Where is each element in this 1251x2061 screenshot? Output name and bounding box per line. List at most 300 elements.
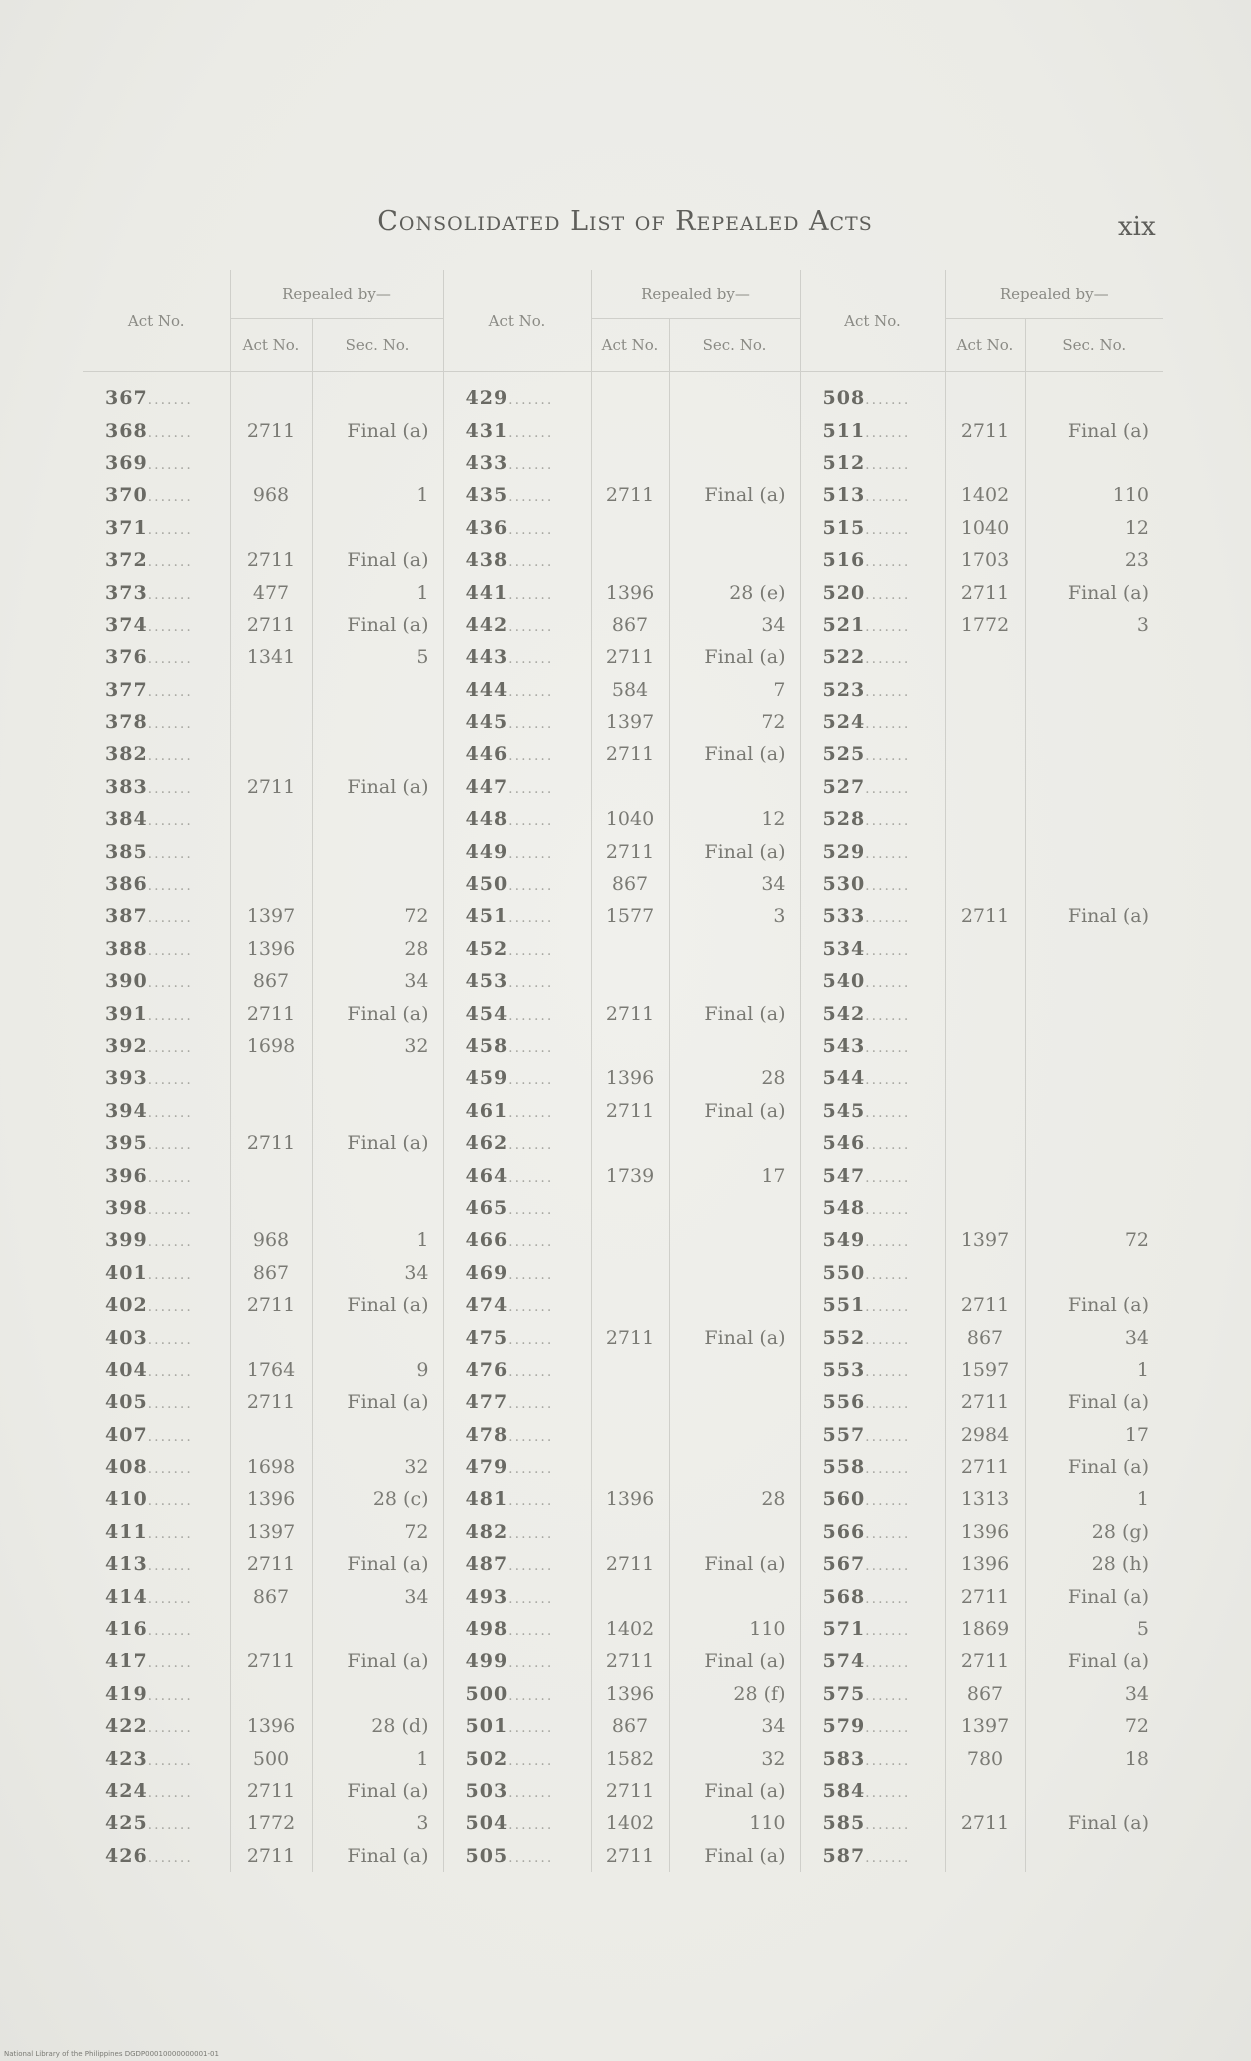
repealing-act-number: 968: [230, 479, 312, 511]
act-number: [443, 414, 591, 446]
leader-dots: .......: [508, 586, 554, 603]
header-act-no-1: Act No.: [83, 270, 230, 372]
act-number: [800, 771, 945, 803]
leader-dots: .......: [508, 1169, 554, 1186]
act-number-text: 549: [822, 1229, 866, 1252]
repealing-act-number: [230, 512, 312, 544]
act-number-text: 461: [465, 1099, 509, 1122]
act-number: [800, 414, 945, 446]
act-number-text: 433: [465, 451, 509, 474]
act-number: [83, 997, 230, 1029]
act-number-text: 466: [465, 1229, 509, 1252]
repealing-act-number: 867: [230, 1257, 312, 1289]
act-number: [800, 1645, 945, 1677]
act-number-text: 478: [465, 1423, 509, 1446]
act-number: [443, 835, 591, 867]
table-row: [83, 1580, 1163, 1612]
act-number-text: 423: [105, 1747, 148, 1770]
section-number: [669, 512, 800, 544]
table-row: [83, 372, 1163, 415]
act-number: [800, 674, 945, 706]
repealing-act-number: 867: [591, 1710, 669, 1742]
table-row: [83, 997, 1163, 1029]
act-number: [800, 1386, 945, 1418]
repealing-act-number: [945, 1257, 1025, 1289]
act-number: [800, 1451, 945, 1483]
section-number: Final (a): [1067, 1812, 1149, 1835]
leader-dots: .......: [865, 1493, 911, 1510]
act-number-text: 547: [822, 1164, 866, 1187]
section-number: [312, 674, 443, 706]
section-number: [1025, 771, 1163, 803]
repealing-act-number: [591, 1354, 669, 1386]
act-number-text: 390: [105, 970, 148, 993]
repealing-act-number: [945, 1775, 1025, 1807]
leader-dots: .......: [865, 1525, 911, 1542]
act-number-text: 542: [822, 1002, 866, 1025]
act-number: [800, 372, 945, 415]
repealing-act-number: [945, 447, 1025, 479]
act-number: [83, 1613, 230, 1645]
act-number-text: 368: [105, 419, 148, 442]
section-number: [1025, 372, 1163, 415]
leader-dots: .......: [865, 1849, 911, 1866]
act-number-text: 516: [822, 549, 866, 572]
repealing-act-number: 1582: [591, 1742, 669, 1774]
repealing-act-number: [945, 997, 1025, 1029]
act-number: [443, 997, 591, 1029]
repealing-act-number: 867: [591, 868, 669, 900]
leader-dots: .......: [508, 651, 554, 668]
act-number-text: 502: [465, 1747, 509, 1770]
section-number: [312, 738, 443, 770]
act-number: [443, 1548, 591, 1580]
section-number: 1: [312, 576, 443, 608]
act-number: [83, 706, 230, 738]
section-number: 34: [312, 965, 443, 997]
repealing-act-number: 2711: [591, 1548, 669, 1580]
repealing-act-number: [591, 1127, 669, 1159]
act-number-text: 571: [822, 1618, 866, 1641]
act-number: [443, 479, 591, 511]
act-number: [800, 933, 945, 965]
leader-dots: .......: [147, 1007, 193, 1024]
act-number-text: 438: [465, 549, 509, 572]
act-number-text: 553: [822, 1358, 866, 1381]
leader-dots: .......: [865, 1752, 911, 1769]
leader-dots: .......: [865, 716, 911, 733]
leader-dots: .......: [147, 1752, 193, 1769]
scan-credit: National Library of the Philippines DGDP00010000000001-01: [4, 2050, 219, 2058]
table-row: [83, 1775, 1163, 1807]
act-number-text: 424: [105, 1779, 148, 1802]
repealing-act-number: [591, 1516, 669, 1548]
leader-dots: .......: [147, 683, 193, 700]
repealing-act-number: 867: [230, 1580, 312, 1612]
table-row: [83, 1257, 1163, 1289]
act-number-text: 482: [465, 1520, 509, 1543]
leader-dots: .......: [147, 651, 193, 668]
act-number-text: 557: [822, 1423, 866, 1446]
table-row: [83, 1742, 1163, 1774]
act-number-text: 501: [465, 1715, 509, 1738]
act-number-text: 426: [105, 1844, 148, 1867]
leader-dots: .......: [147, 1687, 193, 1704]
act-number: [83, 1159, 230, 1191]
leader-dots: .......: [147, 586, 193, 603]
act-number: [443, 372, 591, 415]
repealing-act-number: 2711: [591, 1095, 669, 1127]
leader-dots: .......: [865, 878, 911, 895]
table-row: [83, 1613, 1163, 1645]
act-number-text: 395: [105, 1132, 148, 1155]
repealing-act-number: [945, 1159, 1025, 1191]
act-number: [443, 1224, 591, 1256]
act-number-text: 419: [105, 1682, 148, 1705]
act-number-text: 544: [822, 1067, 866, 1090]
repealing-act-number: 2711: [945, 900, 1025, 932]
leader-dots: .......: [147, 1169, 193, 1186]
act-number-text: 417: [105, 1650, 148, 1673]
section-number: Final (a): [1067, 1294, 1149, 1317]
repealing-act-number: [230, 1678, 312, 1710]
leader-dots: .......: [865, 1363, 911, 1380]
section-number: Final (a): [1067, 1585, 1149, 1608]
header-sub-act-no-3: Act No.: [945, 319, 1025, 372]
repealing-act-number: [230, 1159, 312, 1191]
repealing-act-number: 1402: [591, 1807, 669, 1839]
repealing-act-number: 1397: [945, 1224, 1025, 1256]
section-number: Final (a): [312, 1289, 443, 1321]
act-number-text: 384: [105, 808, 148, 831]
section-number: 110: [669, 1807, 800, 1839]
act-number: [83, 1451, 230, 1483]
section-number: Final (a): [669, 479, 800, 511]
leader-dots: .......: [147, 1817, 193, 1834]
act-number-text: 568: [822, 1585, 866, 1608]
repealing-act-number: [591, 933, 669, 965]
act-number: [800, 1192, 945, 1224]
act-number-text: 584: [822, 1779, 866, 1802]
repealing-act-number: [230, 447, 312, 479]
section-number: 28: [312, 933, 443, 965]
act-number-text: 448: [465, 808, 509, 831]
leader-dots: .......: [508, 1007, 554, 1024]
act-number: [443, 771, 591, 803]
act-number-text: 452: [465, 937, 509, 960]
repealing-act-number: 500: [230, 1742, 312, 1774]
section-number: Final (a): [669, 835, 800, 867]
leader-dots: .......: [508, 1201, 554, 1218]
table-row: [83, 512, 1163, 544]
act-number: [83, 771, 230, 803]
act-number: [800, 1257, 945, 1289]
leader-dots: .......: [508, 975, 554, 992]
repealing-act-number: 2711: [591, 641, 669, 673]
act-number-text: 530: [822, 873, 866, 896]
repealing-act-number: [945, 372, 1025, 415]
leader-dots: .......: [865, 1687, 911, 1704]
leader-dots: .......: [508, 1525, 554, 1542]
leader-dots: .......: [147, 554, 193, 571]
act-number-text: 402: [105, 1294, 148, 1317]
table-row: [83, 641, 1163, 673]
repealing-act-number: 968: [230, 1224, 312, 1256]
section-number: [669, 414, 800, 446]
leader-dots: .......: [508, 1752, 554, 1769]
repealing-act-number: 1396: [230, 933, 312, 965]
table-row: [83, 1483, 1163, 1515]
repealing-act-number: [230, 803, 312, 835]
act-number: [800, 1840, 945, 1872]
section-number: 28: [669, 1483, 800, 1515]
repealing-act-number: 2711: [230, 1548, 312, 1580]
section-number: [1025, 1127, 1163, 1159]
table-row: [83, 933, 1163, 965]
act-number: [443, 933, 591, 965]
table-row: [83, 1095, 1163, 1127]
section-number: Final (a): [669, 1645, 800, 1677]
section-number: 28 (d): [312, 1710, 443, 1742]
section-number: 17: [1124, 1423, 1149, 1446]
act-number-text: 411: [105, 1520, 148, 1543]
act-number: [800, 479, 945, 511]
act-number: [83, 1257, 230, 1289]
section-number: [1025, 965, 1163, 997]
act-number-text: 378: [105, 711, 148, 734]
repealing-act-number: 1597: [945, 1354, 1025, 1386]
act-number-text: 429: [465, 387, 509, 410]
act-number-text: 407: [105, 1423, 148, 1446]
act-number-text: 503: [465, 1779, 509, 1802]
act-number: [83, 1580, 230, 1612]
table-body: [83, 372, 1163, 1872]
table-row: [83, 1386, 1163, 1418]
repealing-act-number: 2711: [591, 1645, 669, 1677]
section-number: 12: [1124, 516, 1149, 539]
act-number: [800, 1483, 945, 1515]
table-row: [83, 1451, 1163, 1483]
act-number-text: 560: [822, 1488, 866, 1511]
section-number: 28 (h): [1091, 1553, 1149, 1576]
repealing-act-number: [591, 1192, 669, 1224]
leader-dots: .......: [147, 845, 193, 862]
leader-dots: .......: [508, 1817, 554, 1834]
leader-dots: .......: [508, 489, 554, 506]
act-number-text: 487: [465, 1553, 509, 1576]
repealing-act-number: 1772: [945, 609, 1025, 641]
table-row: [83, 1062, 1163, 1094]
act-number-text: 416: [105, 1618, 148, 1641]
section-number: 72: [1124, 1715, 1149, 1738]
repealing-act-number: 2711: [945, 1645, 1025, 1677]
leader-dots: .......: [147, 1784, 193, 1801]
table-row: [83, 835, 1163, 867]
act-number-text: 513: [822, 484, 866, 507]
section-number: [669, 1516, 800, 1548]
repealing-act-number: [591, 447, 669, 479]
leader-dots: .......: [147, 1558, 193, 1575]
act-number: [443, 1192, 591, 1224]
act-number-text: 469: [465, 1261, 509, 1284]
repealing-act-number: 477: [230, 576, 312, 608]
act-number: [443, 706, 591, 738]
act-number-text: 548: [822, 1196, 866, 1219]
act-number: [443, 1289, 591, 1321]
act-number: [800, 1159, 945, 1191]
table-row: [83, 447, 1163, 479]
leader-dots: .......: [508, 1461, 554, 1478]
repealing-act-number: 2711: [230, 414, 312, 446]
act-number-text: 520: [822, 581, 866, 604]
act-number-text: 444: [465, 678, 509, 701]
act-number-text: 534: [822, 937, 866, 960]
leader-dots: .......: [865, 586, 911, 603]
act-number: [83, 609, 230, 641]
act-number: [800, 1807, 945, 1839]
act-number: [800, 1516, 945, 1548]
section-number: [1025, 1030, 1163, 1062]
section-number: [1025, 1775, 1163, 1807]
act-number: [443, 1710, 591, 1742]
act-number: [443, 900, 591, 932]
section-number: [312, 803, 443, 835]
act-number: [83, 1127, 230, 1159]
section-number: [1025, 674, 1163, 706]
act-number: [83, 1775, 230, 1807]
section-number: 3: [1136, 613, 1149, 636]
leader-dots: .......: [147, 1396, 193, 1413]
table-row: [83, 1289, 1163, 1321]
act-number: [83, 868, 230, 900]
repealing-act-number: 1040: [945, 512, 1025, 544]
act-number: [800, 1030, 945, 1062]
section-number: Final (a): [669, 1095, 800, 1127]
act-number: [800, 1775, 945, 1807]
repealing-act-number: 2711: [230, 1289, 312, 1321]
table-row: [83, 674, 1163, 706]
act-number-text: 398: [105, 1196, 148, 1219]
repealing-act-number: 2711: [230, 609, 312, 641]
act-number-text: 425: [105, 1812, 148, 1835]
section-number: Final (a): [669, 1840, 800, 1872]
section-number: 72: [312, 900, 443, 932]
act-number: [83, 447, 230, 479]
act-number: [443, 1062, 591, 1094]
header-repealed-by-3: Repealed by—: [945, 270, 1163, 319]
act-number: [83, 641, 230, 673]
leader-dots: .......: [865, 1396, 911, 1413]
table-row: [83, 965, 1163, 997]
section-number: [669, 1289, 800, 1321]
act-number-text: 458: [465, 1035, 509, 1057]
act-number-text: 374: [105, 613, 148, 636]
act-number: [83, 1483, 230, 1515]
act-number: [83, 1548, 230, 1580]
leader-dots: .......: [865, 1623, 911, 1640]
act-number: [83, 933, 230, 965]
repealing-act-number: 2711: [945, 1386, 1025, 1418]
section-number: 1: [312, 479, 443, 511]
act-number: [83, 1224, 230, 1256]
section-number: [669, 1386, 800, 1418]
act-number-text: 436: [465, 516, 509, 539]
act-number: [443, 803, 591, 835]
leader-dots: .......: [508, 554, 554, 571]
act-number-text: 479: [465, 1456, 509, 1479]
section-number: Final (a): [1067, 1456, 1149, 1479]
page-number: xix: [1118, 212, 1156, 242]
act-number: [800, 1127, 945, 1159]
act-number: [443, 965, 591, 997]
section-number: [1025, 641, 1163, 673]
act-number: [443, 1451, 591, 1483]
repealing-act-number: 2711: [945, 414, 1025, 446]
act-number: [83, 1192, 230, 1224]
section-number: [312, 512, 443, 544]
table-row: [83, 1548, 1163, 1580]
table-row: [83, 1840, 1163, 1872]
repealing-act-number: 1764: [230, 1354, 312, 1386]
act-number-text: 399: [105, 1229, 148, 1252]
leader-dots: .......: [865, 1072, 911, 1089]
section-number: Final (a): [1067, 581, 1149, 604]
leader-dots: .......: [508, 1363, 554, 1380]
act-number: [83, 512, 230, 544]
act-number: [800, 512, 945, 544]
section-number: [312, 1613, 443, 1645]
act-number: [443, 1516, 591, 1548]
leader-dots: .......: [865, 392, 911, 409]
section-number: [1025, 1159, 1163, 1191]
leader-dots: .......: [147, 1299, 193, 1316]
leader-dots: .......: [865, 651, 911, 668]
act-number-text: 525: [822, 743, 866, 766]
repealing-act-number: [945, 1127, 1025, 1159]
act-number: [800, 544, 945, 576]
act-number: [443, 868, 591, 900]
act-number: [83, 414, 230, 446]
section-number: [669, 544, 800, 576]
act-number-text: 474: [465, 1294, 509, 1317]
section-number: 1: [1136, 1488, 1149, 1511]
section-number: Final (a): [312, 1386, 443, 1418]
act-number-text: 443: [465, 646, 509, 669]
repealing-act-number: 1698: [230, 1030, 312, 1062]
section-number: [312, 1192, 443, 1224]
act-number: [83, 1062, 230, 1094]
leader-dots: .......: [865, 1558, 911, 1575]
section-number: 5: [312, 641, 443, 673]
leader-dots: .......: [865, 1104, 911, 1121]
table-row: [83, 1354, 1163, 1386]
act-number: [83, 1710, 230, 1742]
section-number: [312, 447, 443, 479]
leader-dots: .......: [865, 1266, 911, 1283]
leader-dots: .......: [865, 424, 911, 441]
act-number: [443, 1840, 591, 1872]
leader-dots: .......: [147, 424, 193, 441]
section-number: 72: [1124, 1229, 1149, 1252]
act-number: [443, 609, 591, 641]
table-row: [83, 738, 1163, 770]
repealing-act-number: 2711: [591, 997, 669, 1029]
section-number: [669, 1354, 800, 1386]
act-number-text: 481: [465, 1488, 509, 1511]
act-number-text: 575: [822, 1682, 866, 1705]
act-number-text: 504: [465, 1812, 509, 1835]
act-number: [443, 641, 591, 673]
